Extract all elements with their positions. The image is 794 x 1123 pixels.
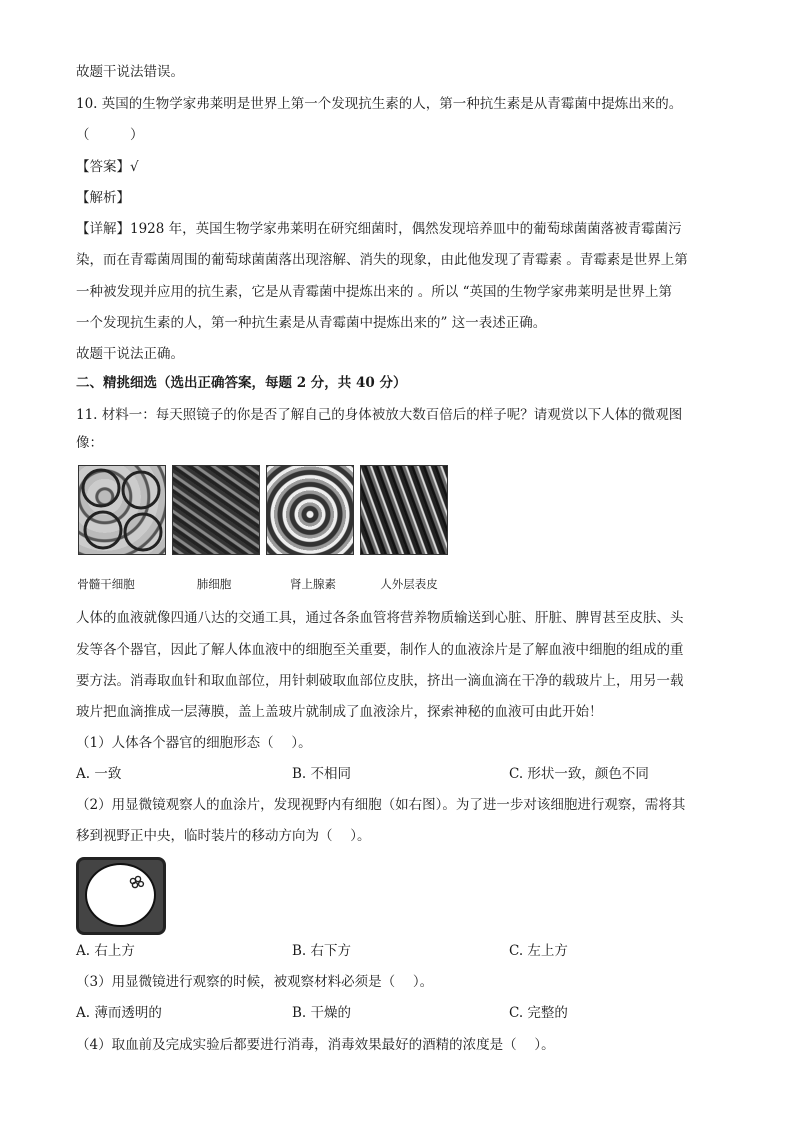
- question-11-cont: 像：: [76, 435, 103, 451]
- sub-question-2-cont: 移到视野正中央，临时装片的移动方向为（ ）。: [76, 828, 371, 844]
- question-11: 11. 材料一：每天照镜子的你是否了解自己的身体被放大数百倍后的样子呢？请观赏以下人体的微观图: [76, 407, 683, 423]
- adrenal-image: [266, 465, 354, 555]
- sub-question-2: （2）用显微镜观察人的血涂片，发现视野内有细胞（如右图）。为了进一步对该细胞进行观察，需将其: [76, 797, 686, 813]
- text-line: 故题干说法错误。: [76, 64, 184, 80]
- image-caption: 肺细胞: [196, 577, 232, 591]
- conclusion-line: 故题干说法正确。: [76, 346, 184, 362]
- detail-line: 一个发现抗生素的人，第一种抗生素是从青霉菌中提炼出来的” 这一表述正确。: [76, 315, 547, 331]
- option-a: A. 薄而透明的: [76, 1005, 162, 1021]
- image-caption: 人外层表皮: [380, 577, 438, 591]
- option-c: C. 完整的: [509, 1005, 568, 1021]
- paragraph-line: 玻片把血滴推成一层薄膜，盖上盖玻片就制成了血液涂片，探索神秘的血液可由此开始！: [76, 704, 603, 720]
- option-a: A. 右上方: [76, 943, 135, 959]
- detail-line: 一种被发现并应用的抗生素，它是从青霉菌中提炼出来的 。所以 “英国的生物学家弗莱明是世界上第: [76, 284, 672, 300]
- paragraph-line: 发等各个器官，因此了解人体血液中的细胞至关重要，制作人的血液涂片是了解血液中细胞的组成的重: [76, 642, 684, 658]
- sub-question-3: （3）用显微镜进行观察的时候，被观察材料必须是（ ）。: [76, 974, 434, 990]
- image-caption: 肾上腺素: [290, 577, 336, 591]
- lung-cell-image: [172, 465, 260, 555]
- paragraph-line: 要方法。消毒取血针和取血部位，用针刺破取血部位皮肤，挤出一滴血滴在干净的载玻片上，用另一载: [76, 673, 684, 689]
- epidermis-image: [360, 465, 448, 555]
- detail-line: 染，而在青霉菌周围的葡萄球菌菌落出现溶解、消失的现象，由此他发现了青霉素 。青霉素是世界上第: [76, 252, 688, 268]
- sub-question-1: （1）人体各个器官的细胞形态（ ）。: [76, 735, 312, 751]
- option-a: A. 一致: [76, 766, 122, 782]
- section-heading: 二、精挑细选（选出正确答案，每题 2 分，共 40 分）: [76, 375, 407, 391]
- option-b: B. 干燥的: [292, 1005, 352, 1021]
- option-c: C. 形状一致，颜色不同: [509, 766, 649, 782]
- option-b: B. 不相同: [292, 766, 352, 782]
- bone-marrow-cell-image: [78, 465, 166, 555]
- detail-line: 【详解】1928 年，英国生物学家弗莱明在研究细菌时，偶然发现培养皿中的葡萄球菌菌落被青霉菌污: [76, 221, 682, 237]
- image-caption: 骨髓干细胞: [77, 577, 135, 591]
- answer-label: 【答案】√: [76, 159, 139, 175]
- question-10: 10. 英国的生物学家弗莱明是世界上第一个发现抗生素的人，第一种抗生素是从青霉菌中提炼出来的。: [76, 96, 683, 112]
- analysis-label: 【解析】: [76, 190, 130, 206]
- sub-question-4: （4）取血前及完成实验后都要进行消毒，消毒效果最好的酒精的浓度是（ ）。: [76, 1037, 555, 1053]
- option-c: C. 左上方: [509, 943, 568, 959]
- paragraph-line: 人体的血液就像四通八达的交通工具，通过各条血管将营养物质输送到心脏、肝脏、脾胃甚至皮肤、头: [76, 610, 684, 626]
- answer-blank: （ ）: [76, 127, 144, 143]
- option-b: B. 右下方: [292, 943, 352, 959]
- microscope-field-image: [76, 857, 166, 935]
